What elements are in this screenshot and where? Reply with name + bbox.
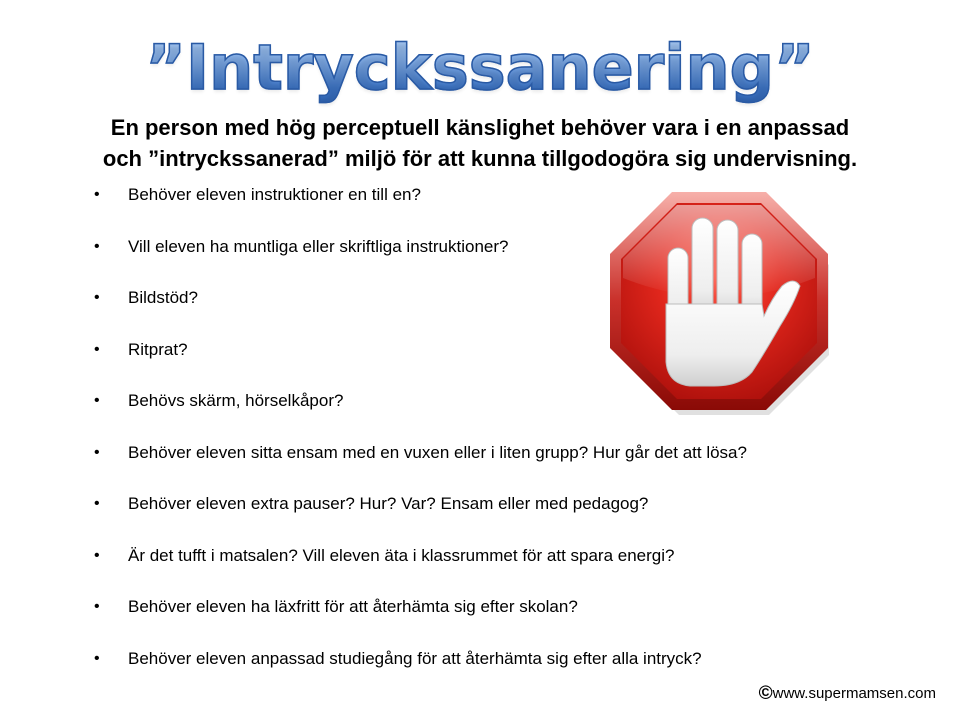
stop-hand-icon: [604, 186, 834, 416]
bullet-item: • Behöver eleven instruktioner en till en?: [94, 182, 894, 234]
bullet-item: • Behövs skärm, hörselkåpor?: [94, 388, 894, 440]
bullet-item: • Behöver eleven sitta ensam med en vuxen eller i liten grupp? Hur går det att lösa?: [94, 440, 894, 492]
copyright-symbol: ©: [758, 683, 773, 704]
slide-subtitle: [40, 112, 920, 174]
bullet-item: • Ritprat?: [94, 337, 894, 389]
bullet-item: • Bildstöd?: [94, 285, 894, 337]
subtitle-line-2: och ”intryckssanerad” miljö för att kunna tillgodogöra sig undervisning.: [102, 146, 858, 171]
subtitle-line-1: En person med hög perceptuell känslighet behöver vara i en anpassad: [110, 115, 850, 140]
bullet-item: • Är det tufft i matsalen? Vill eleven äta i klassrummet för att spara energi?: [94, 543, 894, 595]
bullet-item: • Behöver eleven ha läxfritt för att återhämta sig efter skolan?: [94, 594, 894, 646]
slide-title: ”Intryckssanering”: [0, 28, 960, 108]
copyright-url: www.supermamsen.com: [772, 685, 936, 702]
bullet-item: • Vill eleven ha muntliga eller skriftliga instruktioner?: [94, 234, 894, 286]
copyright-notice: [759, 683, 936, 705]
bullet-item: • Behöver eleven anpassad studiegång för att återhämta sig efter alla intryck?: [94, 646, 894, 698]
bullet-item: • Behöver eleven extra pauser? Hur? Var? Ensam eller med pedagog?: [94, 491, 894, 543]
